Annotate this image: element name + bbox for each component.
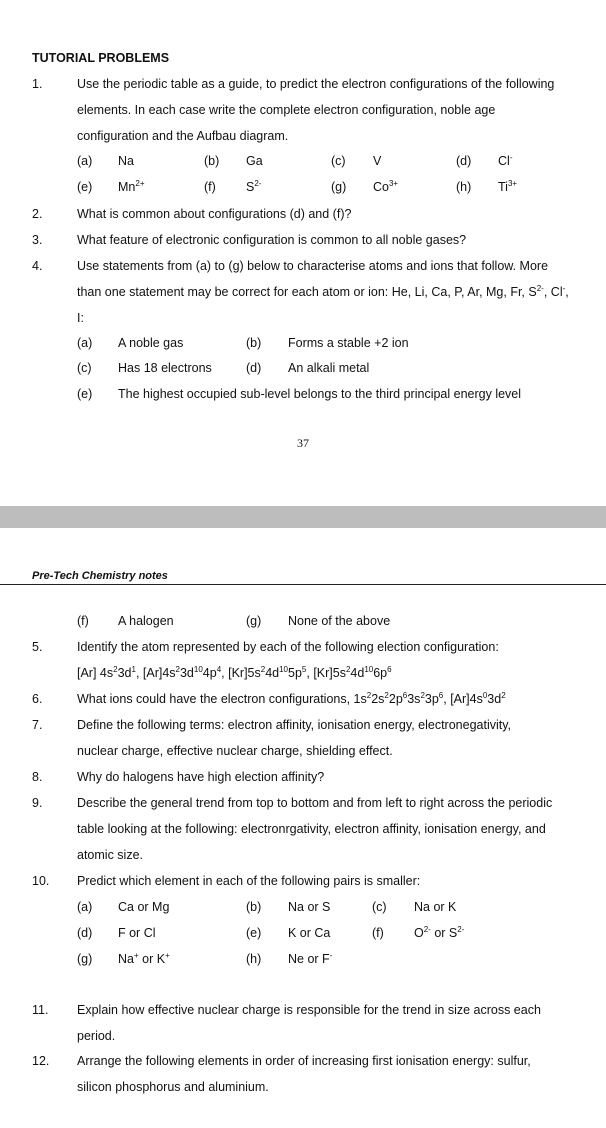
- pair-label-g: (g): [77, 952, 93, 966]
- statement-text-e: The highest occupied sub-level belongs to the third principal energy level: [118, 387, 522, 401]
- option-label-g: (g): [331, 180, 347, 194]
- question-number-11: 11.: [32, 1003, 49, 1017]
- question-12-line-1: Arrange the following elements in order of increasing first ionisation energy: sulfur,: [77, 1054, 531, 1068]
- pair-text-b: Na or S: [288, 900, 331, 914]
- pair-text-a: Ca or Mg: [118, 900, 170, 914]
- option-value-d: Cl-: [498, 153, 513, 168]
- pair-label-d: (d): [77, 926, 93, 940]
- question-number-4: 4.: [32, 259, 43, 273]
- option-label-e: (e): [77, 180, 93, 194]
- question-number-5: 5.: [32, 640, 43, 654]
- question-1-line-1: Use the periodic table as a guide, to predict the electron configurations of the following: [77, 77, 555, 91]
- statement-label-g: (g): [246, 614, 262, 628]
- option-value-g: $Co^{3+}$: [373, 179, 399, 194]
- question-number-6: 6.: [32, 692, 43, 706]
- question-number-2: 2.: [32, 207, 43, 221]
- statement-text-f: A halogen: [118, 614, 174, 628]
- pair-label-b: (b): [246, 900, 262, 914]
- question-number-7: 7.: [32, 718, 43, 732]
- statement-label-a: (a): [77, 336, 93, 350]
- option-value-e: $Mn^{2+}$: [118, 179, 145, 194]
- question-11-line-2: period.: [77, 1029, 116, 1043]
- option-label-f: (f): [204, 180, 216, 194]
- question-number-1: 1.: [32, 77, 43, 91]
- page-break-bar: [0, 506, 606, 528]
- statement-label-d: (d): [246, 361, 262, 375]
- question-12-line-2: silicon phosphorus and aluminium.: [77, 1080, 269, 1094]
- option-value-a: Na: [118, 154, 134, 168]
- running-header: Pre-Tech Chemistry notes: [32, 570, 168, 582]
- pair-label-c: (c): [372, 900, 387, 914]
- question-number-12: 12.: [32, 1054, 50, 1068]
- statement-label-c: (c): [77, 361, 92, 375]
- question-1-line-2: elements. In each case write the complete electron configuration, noble age: [77, 103, 496, 117]
- question-number-10: 10.: [32, 874, 50, 888]
- pair-label-e: (e): [246, 926, 262, 940]
- section-heading: TUTORIAL PROBLEMS: [32, 51, 170, 65]
- question-11-line-1: Explain how effective nuclear charge is responsible for the trend in size across each: [77, 1003, 541, 1017]
- question-number-9: 9.: [32, 796, 43, 810]
- page-number: 37: [297, 436, 309, 450]
- statement-text-b: Forms a stable +2 ion: [288, 336, 409, 350]
- pair-label-h: (h): [246, 952, 262, 966]
- statement-label-f: (f): [77, 614, 89, 628]
- pair-text-f: $O^{2-}$ or $S^{2-}$: [414, 925, 465, 940]
- statement-text-d: An alkali metal: [288, 361, 370, 375]
- statement-text-a: A noble gas: [118, 336, 184, 350]
- question-10-text: Predict which element in each of the following pairs is smaller:: [77, 874, 421, 888]
- pair-text-h: Ne or F-: [288, 951, 333, 966]
- question-4-line-2: than one statement may be correct for each atom or ion: He, Li, Ca, P, Ar, Mg, Fr, $S^{2-}$, Cl-,: [77, 284, 569, 299]
- header-rule: [0, 584, 606, 585]
- option-label-d: (d): [456, 154, 472, 168]
- option-value-c: V: [373, 154, 382, 168]
- question-4-line-1: Use statements from (a) to (g) below to characterise atoms and ions that follow. More: [77, 259, 549, 273]
- statement-text-g: None of the above: [288, 614, 391, 628]
- pair-text-d: F or Cl: [118, 926, 156, 940]
- question-7-line-1: Define the following terms: electron affinity, ionisation energy, electronegativity,: [77, 718, 512, 732]
- question-number-8: 8.: [32, 770, 43, 784]
- option-label-a: (a): [77, 154, 93, 168]
- pair-label-a: (a): [77, 900, 93, 914]
- pair-label-f: (f): [372, 926, 384, 940]
- pair-text-e: K or Ca: [288, 926, 331, 940]
- question-5-configurations: [Ar] $4s^23d^1$, $[Ar]4s^23d^{10}4p^4$, $[Kr]5s^24d^{10}5p^5$, $[Kr]5s^24d^{10}6p^6$: [77, 665, 392, 680]
- question-9-line-2: table looking at the following: electronrgativity, electron affinity, ionisation energy, and: [77, 822, 546, 836]
- option-value-f: $S^{2-}$: [246, 179, 262, 194]
- question-number-3: 3.: [32, 233, 43, 247]
- pair-text-g: Na+ or K+: [118, 951, 170, 966]
- pair-text-c: Na or K: [414, 900, 457, 914]
- question-5-text: Identify the atom represented by each of the following election configuration:: [77, 640, 499, 654]
- question-4-line-3: I:: [77, 311, 84, 325]
- question-8-text: Why do halogens have high election affinity?: [77, 770, 325, 784]
- question-9-line-1: Describe the general trend from top to bottom and from left to right across the periodic: [77, 796, 553, 810]
- question-6-text: What ions could have the electron configurations, $1s^22s^22p^63s^23p^6$, $[Ar]4s^03d^2$: [77, 691, 506, 706]
- statement-text-c: Has 18 electrons: [118, 361, 212, 375]
- statement-label-e: (e): [77, 387, 93, 401]
- question-3-text: What feature of electronic configuration is common to all noble gases?: [77, 233, 467, 247]
- option-label-h: (h): [456, 180, 472, 194]
- question-1-line-3: configuration and the Aufbau diagram.: [77, 129, 289, 143]
- option-value-h: $Ti^{3+}$: [498, 179, 518, 194]
- question-9-line-3: atomic size.: [77, 848, 143, 862]
- option-label-b: (b): [204, 154, 220, 168]
- option-label-c: (c): [331, 154, 346, 168]
- option-value-b: Ga: [246, 154, 263, 168]
- question-7-line-2: nuclear charge, effective nuclear charge, shielding effect.: [77, 744, 393, 758]
- question-2-text: What is common about configurations (d) and (f)?: [77, 207, 352, 221]
- statement-label-b: (b): [246, 336, 262, 350]
